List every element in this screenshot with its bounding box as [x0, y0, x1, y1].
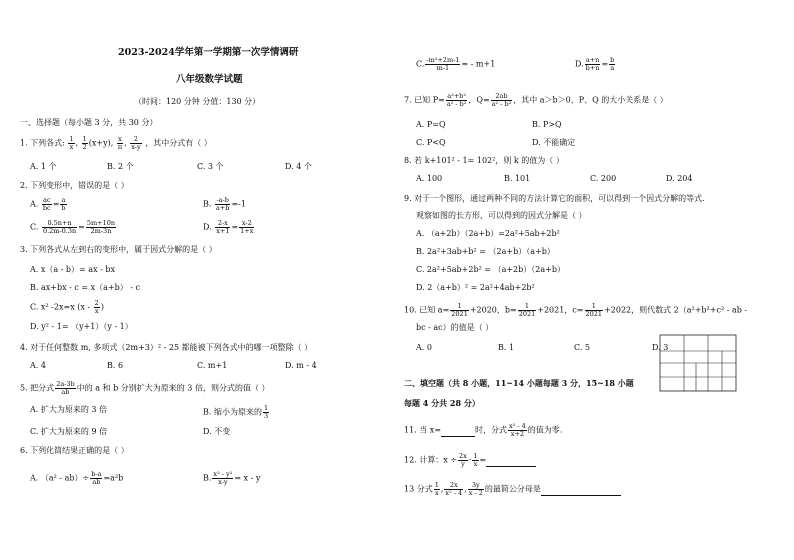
q10-option-b: B. 1	[498, 343, 515, 352]
q7-option-b: B. P>Q	[532, 120, 562, 129]
q10-option-a: A. 0	[416, 343, 432, 352]
q8-option-c: C. 200	[590, 174, 617, 183]
q4-option-b: B. 6	[107, 361, 124, 370]
question-10-line2: bc - ac）的值是（ ）	[416, 323, 494, 332]
q4-option-c: C. m+1	[197, 361, 228, 370]
q11-answer-blank[interactable]	[441, 426, 475, 437]
q5-option-c: C. 扩大为原来的 9 倍	[30, 427, 108, 436]
q12-answer-blank[interactable]	[486, 456, 536, 467]
section-fill-heading-2: 每题 4 分共 28 分）	[404, 398, 480, 408]
question-5: 5. 把分式 $\frac{2a-3b}{ab}$ 中的 a 和 b 分别扩大为原来的 3 倍，则分式的值（ ）	[20, 380, 270, 396]
q7-option-a: A. P=Q	[416, 120, 446, 129]
question-12: 12. 计算：x ÷ $\frac{2x}{y}$ · $\frac{1}{x}$ =	[404, 453, 536, 468]
q8-option-d: D. 204	[666, 174, 693, 183]
rectangle-figure	[656, 331, 740, 395]
q5-option-b: B. 缩小为原来的 $\frac{1}{3}$	[203, 404, 269, 420]
question-8: 8. 若 k+101² - 1= 102²，则 k 的值为（ ）	[404, 156, 564, 165]
q1-option-b: B. 2 个	[107, 162, 134, 171]
question-10: 10. 已知 a= $\frac{1}{2021}$ +2020，b= $\frac{1}{2021}$ +2021，c= $\frac{1}{2021}$ +2022，则代数式 2（a²+b²+c² - ab -	[404, 302, 748, 318]
question-2: 2. 下列变形中，错误的是（ ）	[20, 181, 129, 190]
q2-option-a: A. $\frac{ac}{bc}$ = $\frac{a}{b}$	[30, 196, 66, 212]
q2-option-d: D. $\frac{2-x}{x+1}$ = $\frac{x-2}{1+x}$	[203, 219, 254, 235]
question-6: 6. 下列化简结果正确的是（ ）	[20, 446, 129, 455]
question-1: 1. 下列各式: $\frac{1}{x}$ , $\frac{1}{2}$ (x+y), $\frac{x}{\pi}$ , $\frac{2}{x-y}$ ，其中分式有（ ）	[20, 135, 212, 151]
q8-option-a: A. 100	[416, 174, 443, 183]
q8-option-b: B. 101	[504, 174, 531, 183]
section-choice-heading: 一、选择题（每小题 3 分，共 30 分）	[20, 118, 158, 127]
q7-option-d: D. 不能确定	[532, 138, 576, 147]
q5-option-a: A. 扩大为原来的 3 倍	[30, 405, 108, 414]
q2-option-c: C. $\frac{0.5n+n}{0.2m-0.3n}$ = $\frac{5m+10n}{2m-3n}$	[30, 219, 116, 235]
question-7: 7. 已知 P= $\frac{\text{a²+b²}}{\text{a² - b²}}$ ，Q= $\frac{2ab}{\text{a² - b²}}$ ，其中 a＞b＞0，P、Q 的大小关系是（ ）	[404, 92, 668, 108]
q6-option-b: B. $\frac{\text{x² - y²}}{x-y}$ = x - y	[203, 470, 261, 486]
section-fill-heading: 二、填空题（共 8 小题，11~14 小题每题 3 分，15~18 小题	[404, 378, 634, 388]
q2-option-b: B. $\frac{-a-b}{a+b}$ =-1	[203, 196, 246, 212]
q10-option-d: D. 3	[652, 343, 669, 352]
question-11: 11. 当 x= 时，分式 $\frac{\text{x² - 4}}{x+2}$ 的值为零.	[404, 422, 563, 438]
q7-option-c: C. P<Q	[416, 138, 446, 147]
question-9-line1: 9. 对于一个图形，通过两种不同的方法计算它的面积，可以得到一个因式分解的等式.	[404, 194, 705, 203]
q9-option-d: D. 2（a+b）² = 2a²+4ab+2b²	[416, 283, 535, 292]
q4-option-d: D. m - 4	[285, 361, 317, 370]
q1-option-a: A. 1 个	[30, 162, 57, 171]
q9-option-c: C. 2a²+5ab+2b² = （a+2b）（2a+b）	[416, 265, 565, 274]
q3-option-a: A. x（a - b）= ax - bx	[30, 265, 116, 274]
q5-option-d: D. 不变	[203, 427, 231, 436]
q13-answer-blank[interactable]	[541, 485, 621, 496]
question-3: 3. 下列各式从左到右的变形中，属于因式分解的是（ ）	[20, 245, 217, 254]
q3-option-d: D. y² - 1= （y+1）（y - 1）	[30, 322, 133, 331]
question-4: 4. 对于任何整数 m, 多项式（2m+3）² - 25 都能被下列各式中的哪一项整除（ ）	[20, 343, 313, 352]
q3-option-b: B. ax+bx - c = x（a+b） - c	[30, 283, 141, 292]
q9-option-a: A. （a+2b）（2a+b）=2a²+5ab+2b²	[416, 229, 560, 238]
question-13: 13 分式 $\frac{1}{x}$ , $\frac{2x}{\text{x² - 4}}$ , $\frac{3y}{x - 2}$ 的最简公分母是	[404, 482, 621, 497]
exam-subtitle: 八年级数学试题	[176, 74, 243, 85]
q6-option-a: A. （a² - ab）÷ $\frac{b-a}{ab}$ =a²b	[30, 470, 124, 486]
q3-option-c: C. x² -2x=x (x - $\frac{2}{x}$ )	[30, 299, 104, 315]
exam-title: 2023-2024学年第一学期第一次学情调研	[118, 47, 299, 58]
q10-option-c: C. 5	[574, 343, 591, 352]
exam-meta: （时间：120 分钟 分值：130 分）	[134, 97, 261, 106]
q1-option-d: D. 4 个	[285, 162, 312, 171]
q6-option-c: C. $\frac{\text{-m²+2m-1}}{m-1}$ = - m+1	[416, 56, 496, 72]
q9-option-b: B. 2a²+3ab+b² = （2a+b）（a+b）	[416, 247, 555, 256]
q4-option-a: A. 4	[30, 361, 46, 370]
q1-option-c: C. 3 个	[197, 162, 224, 171]
q6-option-d: D. $\frac{a+n}{b+n}$ = $\frac{b}{a}$	[575, 56, 615, 72]
question-9-line2: 观察如图的长方形，可以得到的因式分解是（ ）	[416, 211, 587, 220]
